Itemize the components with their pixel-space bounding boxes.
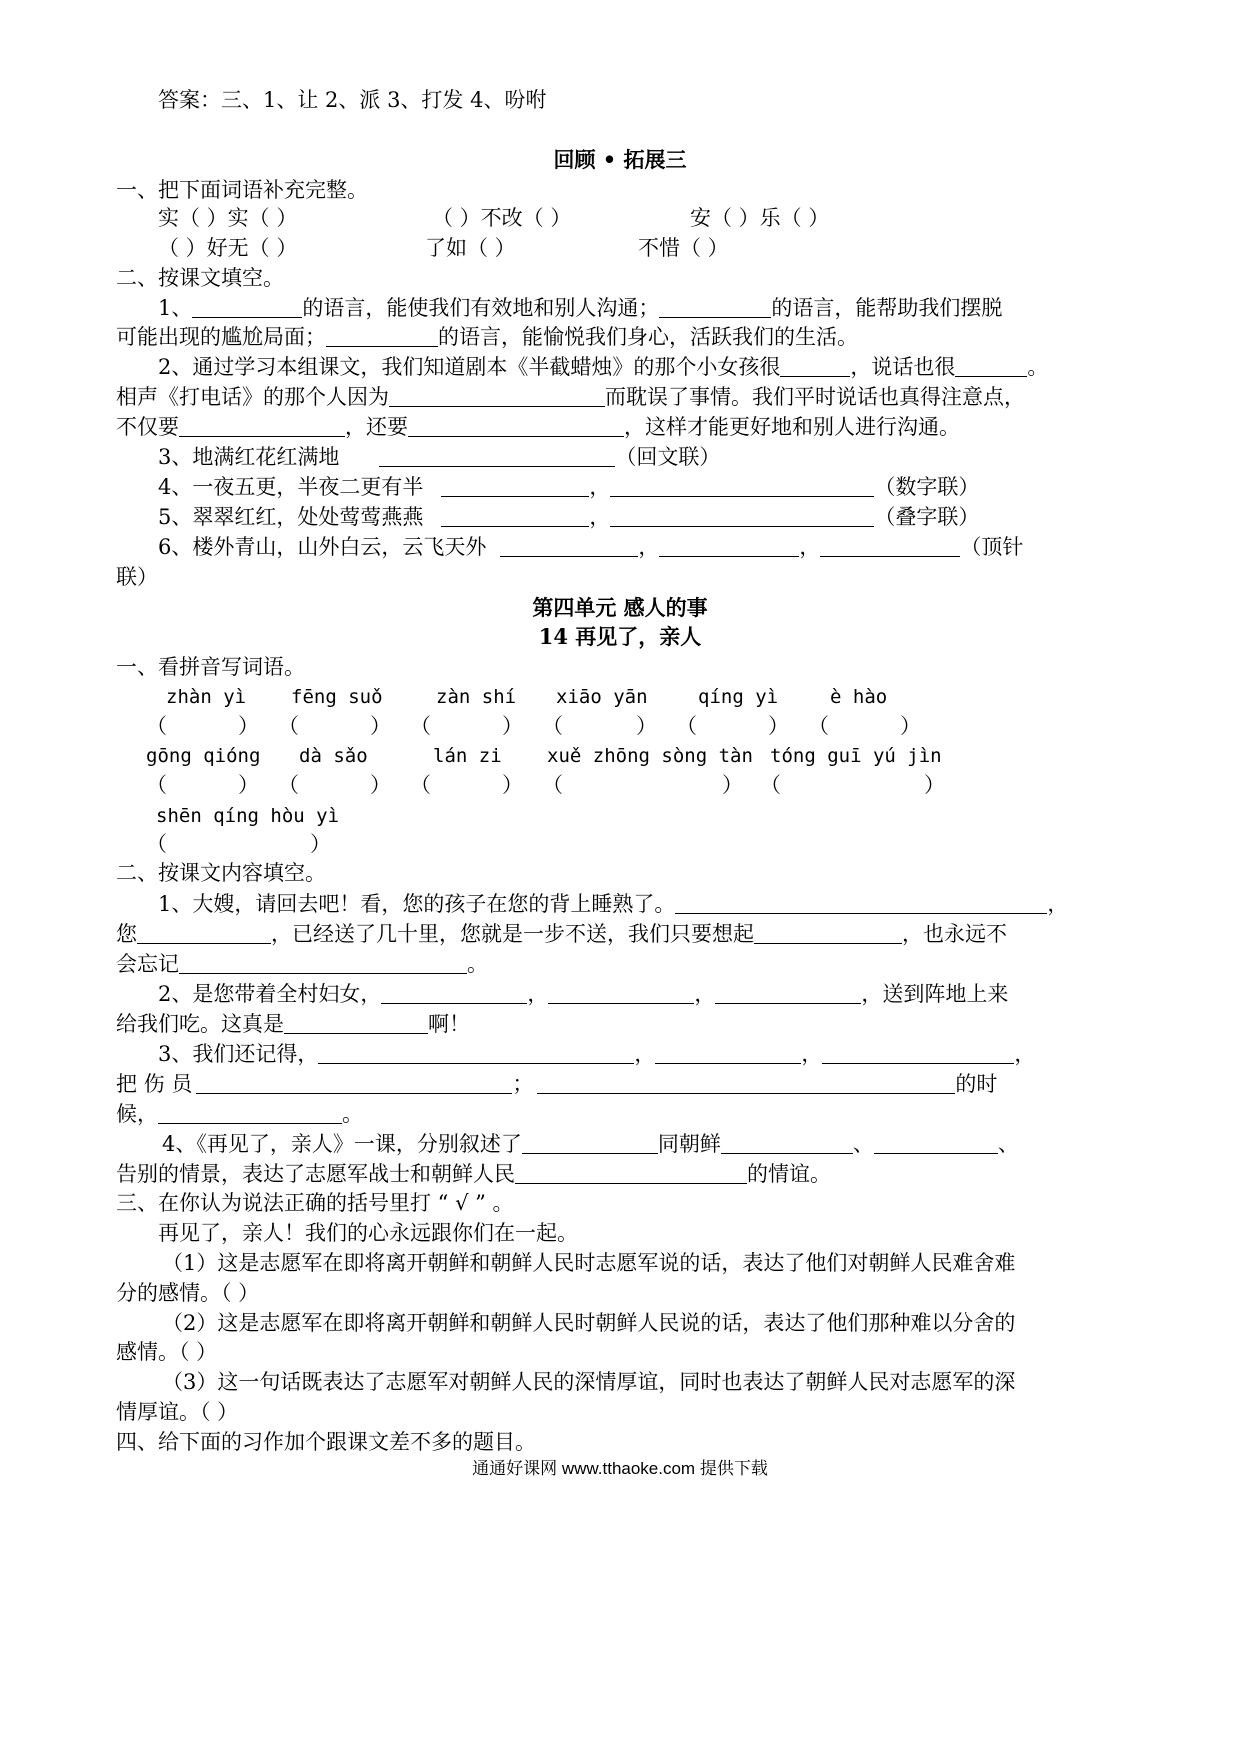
review-title: 回顾 • 拓展三 [553, 147, 687, 172]
fill-blank[interactable] [137, 921, 271, 944]
fill-blank[interactable] [780, 354, 850, 377]
q-text: 啊！ [428, 1012, 470, 1036]
s2-1-line2 [116, 919, 1007, 949]
s2-1-line1 [158, 889, 1068, 919]
fill-blank[interactable] [522, 1131, 658, 1154]
q-text: 给我们吃。这真是 [116, 1012, 284, 1036]
q-text: 、 [997, 1132, 1019, 1156]
fill-blank[interactable] [500, 534, 638, 557]
paren-open: （ [542, 714, 563, 738]
q-text: 可能出现的尴尬局面； [116, 325, 326, 349]
pinyin-6: è hào [830, 686, 888, 708]
paren-open: （ [278, 714, 299, 738]
section3-title: 三、在你认为说法正确的括号里打 “ √ ” 。 [116, 1191, 514, 1215]
fill-blank[interactable] [537, 1071, 955, 1094]
q-text: ， [589, 475, 611, 499]
fill-blank[interactable] [820, 534, 960, 557]
q-text: ， [694, 982, 716, 1006]
fill-blank[interactable] [675, 891, 1047, 914]
fill-blank[interactable] [158, 1101, 342, 1124]
fill-blank[interactable] [955, 354, 1027, 377]
pinyin-10: xuě zhōng sòng tàn [547, 745, 753, 767]
q-text: 的时 [955, 1072, 998, 1096]
q-text: ， [634, 1042, 656, 1066]
q-text: 。 [467, 952, 488, 976]
footer-credit: 通通好课网 www.tthaoke.com 提供下载 [472, 1459, 768, 1478]
section1-title: 一、看拼音写词语。 [116, 655, 305, 679]
pinyin-4: xiāo yān [556, 686, 648, 708]
q-text: ， [638, 535, 660, 559]
s2-3-line1 [158, 1039, 1035, 1069]
paren-open: （ [146, 773, 167, 797]
q-text: （顶针 [960, 535, 1024, 559]
idiom-blank-4: （ ）好无（ ） [158, 236, 298, 260]
fill-blank[interactable] [389, 384, 605, 407]
paren-open: （ [808, 714, 829, 738]
pinyin-9: lán zi [433, 745, 502, 767]
paren-open: （ [146, 832, 167, 856]
s3-option-2-line1: （2）这是志愿军在即将离开朝鲜和朝鲜人民时朝鲜人民说的话，表达了他们那种难以分舍的 [162, 1311, 1016, 1335]
q-text: 5、翠翠红红，处处莺莺燕燕 [158, 505, 424, 529]
fill-blank[interactable] [610, 474, 874, 497]
fill-blank[interactable] [655, 1041, 801, 1064]
s3-option-3-line2[interactable]: 情厚谊。（ ） [116, 1400, 239, 1424]
q-text: 您 [116, 922, 137, 946]
q-text: ，也永远不 [902, 922, 1007, 946]
idiom-blank-1: 实（ ）实（ ） [158, 206, 298, 230]
q-text: 6、楼外青山，山外白云，云飞天外 [158, 535, 487, 559]
q-text: 1、大嫂，请回去吧！看，您的孩子在您的背上睡熟了。 [158, 892, 676, 916]
paren-close: ） [502, 714, 523, 738]
lesson-title: 14 再见了，亲人 [538, 624, 702, 649]
pinyin-12: shēn qíng hòu yì [156, 805, 340, 827]
fill-blank[interactable] [659, 534, 799, 557]
s3-option-1-line2[interactable]: 分的感情。（ ） [116, 1281, 260, 1305]
q-text: 4、一夜五更，半夜二更有半 [158, 475, 424, 499]
paren-open: （ [760, 773, 781, 797]
q-text: ， [1047, 892, 1069, 916]
fill-blank[interactable] [548, 981, 694, 1004]
q-text: 的语言，能使我们有效地和别人沟通； [302, 296, 660, 320]
paren-close: ） [768, 714, 789, 738]
fill-blank[interactable] [318, 1041, 634, 1064]
s2-4-line1 [162, 1129, 1019, 1159]
q-text: 3、我们还记得， [158, 1042, 319, 1066]
q-text: 候， [116, 1102, 158, 1126]
q-text: ， [527, 982, 549, 1006]
pinyin-5: qíng yì [698, 686, 779, 708]
pinyin-1: zhàn yì [166, 686, 247, 708]
q-text: 把 伤 员 [116, 1072, 193, 1096]
q-text: 而耽误了事情。我们平时说话也真得注意点， [605, 385, 1025, 409]
paren-close: ） [722, 773, 743, 797]
paren-close: ） [502, 773, 523, 797]
review-q2-4 [158, 472, 979, 502]
review-q2-5 [158, 502, 979, 532]
review-q2-1-line1 [158, 293, 1002, 323]
q-text: 。 [342, 1102, 363, 1126]
q-text: ， [589, 505, 611, 529]
q-text: 2、是您带着全村妇女， [158, 982, 382, 1006]
s3-option-2-line2[interactable]: 感情。（ ） [116, 1340, 218, 1364]
q-number: 1、 [158, 296, 193, 320]
pinyin-3: zàn shí [436, 686, 517, 708]
fill-blank[interactable] [715, 981, 861, 1004]
q-text: ，说话也很 [850, 355, 956, 379]
review-q1-title: 一、把下面词语补充完整。 [116, 178, 368, 202]
paren-close: ） [636, 714, 657, 738]
paren-close: ） [924, 773, 945, 797]
fill-blank[interactable] [179, 951, 467, 974]
paren-open: （ [410, 773, 431, 797]
fill-blank[interactable] [408, 414, 624, 437]
fill-blank[interactable] [874, 1131, 998, 1154]
review-q2-6 [158, 532, 1023, 562]
paren-close: ） [900, 714, 921, 738]
s2-2-line1 [158, 979, 1008, 1009]
q-text: ； [512, 1072, 534, 1096]
fill-blank[interactable] [441, 504, 589, 527]
pinyin-2: fēng suǒ [291, 686, 383, 708]
fill-blank[interactable] [326, 324, 438, 347]
fill-blank[interactable] [284, 1011, 428, 1034]
review-q2-1-line2 [116, 322, 858, 352]
q-text: 、 [852, 1132, 874, 1156]
s2-4-line2 [116, 1159, 831, 1189]
paren-close: ） [310, 832, 331, 856]
review-q2-title: 二、按课文填空。 [116, 266, 284, 290]
review-q2-3 [158, 442, 720, 472]
q-text: ， [801, 1042, 823, 1066]
paren-open: （ [676, 714, 697, 738]
q-text: ，这样才能更好地和别人进行沟通。 [624, 415, 960, 439]
q-text: 。 [1027, 355, 1049, 379]
q-text: ，已经送了几十里，您就是一步不送，我们只要想起 [271, 922, 754, 946]
review-q2-2-line1 [158, 352, 1048, 382]
fill-blank[interactable] [659, 295, 771, 318]
pinyin-8: dà sǎo [299, 745, 368, 767]
s2-2-line2 [116, 1009, 470, 1039]
q-text: 相声《打电话》的那个人因为 [116, 385, 389, 409]
idiom-blank-5: 了如（ ） [425, 236, 516, 260]
q-text: 4、《再见了，亲人》一课，分别叙述了 [162, 1132, 522, 1156]
idiom-blank-3: 安（ ）乐（ ） [690, 206, 830, 230]
q-text: （数字联） [874, 475, 980, 499]
paren-open: （ [410, 714, 431, 738]
q-text: 的语言，能愉悦我们身心，活跃我们的生活。 [438, 325, 858, 349]
q-text: ，送到阵地上来 [861, 982, 1009, 1006]
idiom-blank-2: （ ）不改（ ） [432, 206, 572, 230]
fill-blank[interactable] [179, 414, 345, 437]
s2-1-line3 [116, 949, 488, 979]
s3-option-1-line1: （1）这是志愿军在即将离开朝鲜和朝鲜人民时志愿军说的话，表达了他们对朝鲜人民难舍难 [162, 1251, 1016, 1275]
paren-close: ） [238, 714, 259, 738]
q-text: 告别的情景，表达了志愿军战士和朝鲜人民 [116, 1162, 515, 1186]
q-text: 3、地满红花红满地 [158, 445, 340, 469]
section4-title: 四、给下面的习作加个跟课文差不多的题目。 [116, 1430, 536, 1454]
q-text: （回文联） [615, 445, 721, 469]
fill-blank[interactable] [721, 1131, 853, 1154]
q-text: ， [799, 535, 821, 559]
fill-blank[interactable] [192, 295, 302, 318]
q-text: 的情谊。 [747, 1162, 831, 1186]
review-q2-2-line2 [116, 382, 1025, 412]
answer-line: 答案：三、1、让 2、派 3、打发 4、吩咐 [158, 88, 547, 112]
pinyin-11: tóng guī yú jìn [770, 745, 942, 767]
paren-close: ） [370, 714, 391, 738]
review-q2-6-cont: 联） [116, 565, 158, 589]
paren-close: ） [238, 773, 259, 797]
s2-3-line2 [116, 1069, 997, 1099]
fill-blank[interactable] [381, 981, 527, 1004]
fill-blank[interactable] [754, 921, 902, 944]
review-q2-2-line3 [116, 412, 960, 442]
fill-blank[interactable] [610, 504, 874, 527]
paren-open: （ [542, 773, 563, 797]
q-text: 不仅要 [116, 415, 179, 439]
paren-open: （ [146, 714, 167, 738]
pinyin-7: gōng qióng [146, 745, 261, 767]
q-text: （叠字联） [874, 505, 980, 529]
fill-blank[interactable] [515, 1161, 747, 1184]
q-text: ，还要 [345, 415, 408, 439]
q-text: 的语言，能帮助我们摆脱 [771, 296, 1003, 320]
fill-blank[interactable] [822, 1041, 1014, 1064]
q-text: 2、通过学习本组课文，我们知道剧本《半截蜡烛》的那个小女孩很 [158, 355, 781, 379]
section2-title: 二、按课文内容填空。 [116, 861, 326, 885]
fill-blank[interactable] [196, 1071, 512, 1094]
paren-open: （ [278, 773, 299, 797]
fill-blank[interactable] [441, 474, 589, 497]
idiom-blank-6: 不惜（ ） [638, 236, 729, 260]
q-text: 同朝鲜 [657, 1132, 721, 1156]
q-text: 会忘记 [116, 952, 179, 976]
paren-close: ） [370, 773, 391, 797]
s3-quote: 再见了，亲人！我们的心永远跟你们在一起。 [158, 1221, 578, 1245]
fill-blank[interactable] [379, 444, 615, 467]
q-text: ， [1014, 1042, 1036, 1066]
s2-3-line3 [116, 1099, 363, 1129]
s3-option-3-line1: （3）这一句话既表达了志愿军对朝鲜人民的深情厚谊，同时也表达了朝鲜人民对志愿军的深 [162, 1370, 1016, 1394]
unit-title: 第四单元 感人的事 [532, 595, 708, 620]
